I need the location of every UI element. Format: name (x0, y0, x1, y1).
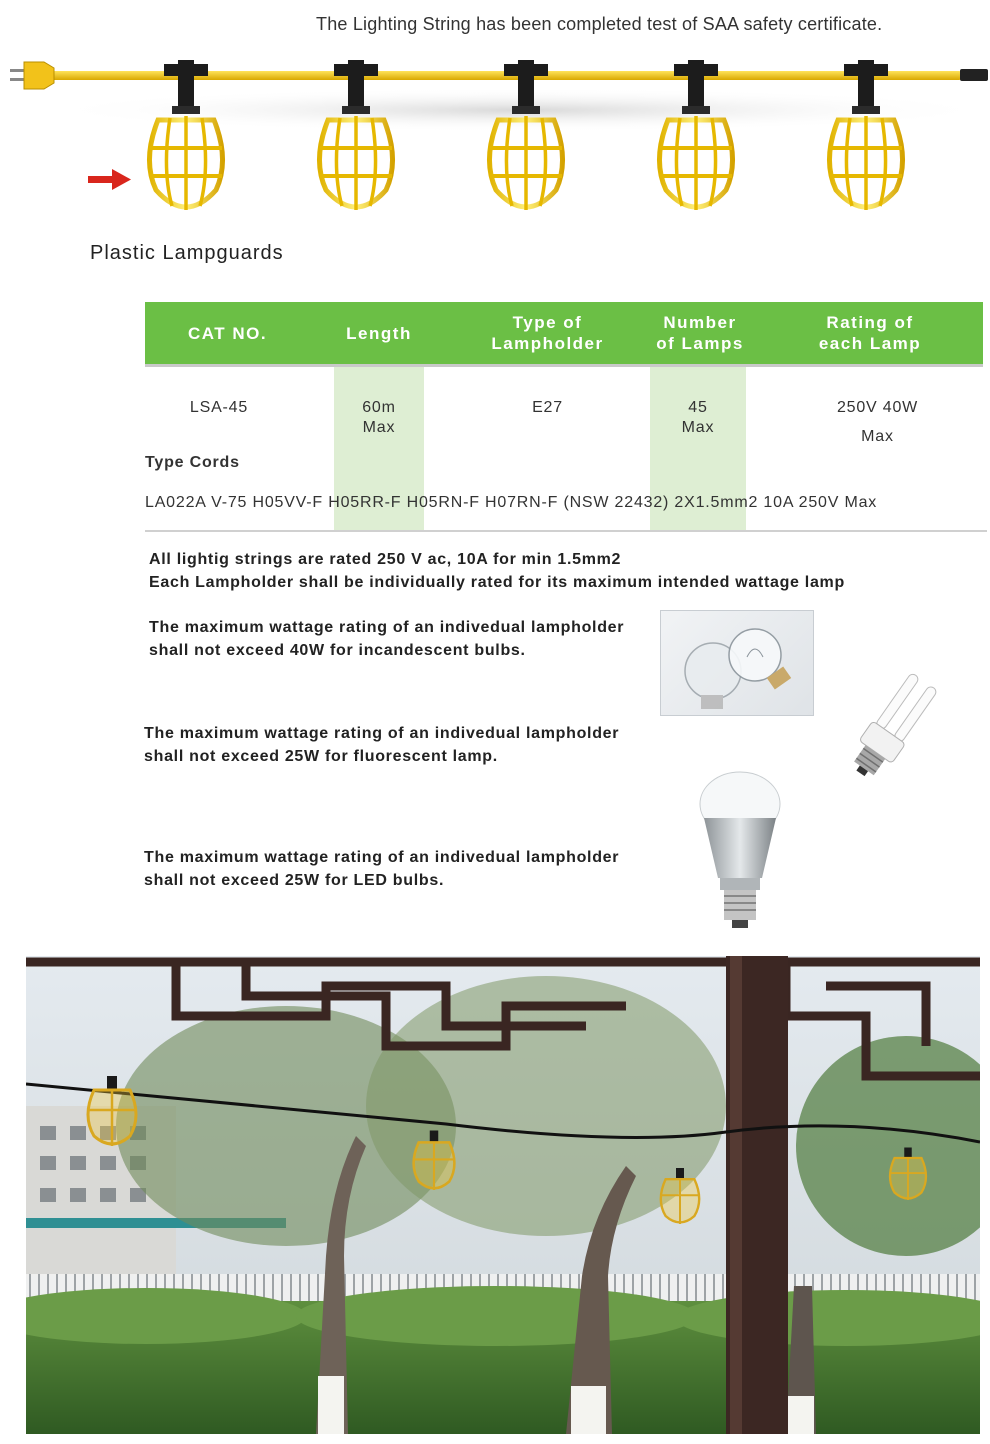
header-lampholder: Type of Lampholder (491, 313, 604, 353)
fluorescent-note-line-2: shall not exceed 25W for fluorescent lamp. (144, 748, 498, 765)
header-length: Length (346, 323, 412, 343)
cell-cat-no: LSA-45 (189, 399, 249, 416)
certificate-caption: The Lighting String has been completed test of SAA safety certificate. (316, 14, 883, 34)
plug-icon (10, 62, 54, 89)
rating-note (149, 548, 845, 594)
lampguard-icon (659, 60, 732, 210)
cell-length: 60m Max (362, 399, 396, 436)
incandescent-note-line-1: The maximum wattage rating of an indivedual lampholder (149, 619, 625, 636)
header-cat-no: CAT NO. (187, 323, 268, 343)
led-note-line-1: The maximum wattage rating of an indivedual lampholder (144, 849, 620, 866)
incandescent-note (149, 616, 624, 662)
spec-table (145, 302, 983, 532)
header-lamps: Number of Lamps (656, 313, 744, 353)
cell-rating-max: Max (861, 428, 894, 445)
incandescent-bulb-image (660, 610, 814, 716)
cell-rating: 250V 40W (836, 399, 919, 416)
lampguard-icon (319, 60, 392, 210)
table-header (145, 302, 983, 367)
lampguard-icon (489, 60, 562, 210)
table-divider (145, 530, 987, 532)
type-cords-list: LA022A V-75 H05VV-F H05RR-F H05RN-F H07RN-F (NSW 22432) 2X1.5mm2 10A 250V Max (145, 494, 878, 511)
rating-note-line-2: Each Lampholder shall be individually rated for its maximum intended wattage lamp (149, 574, 845, 591)
led-note-line-2: shall not exceed 25W for LED bulbs. (144, 872, 445, 889)
cfl-bulb-icon (828, 664, 948, 804)
led-bulb-icon (690, 770, 790, 936)
product-label: Plastic Lampguards (90, 242, 284, 264)
header-rating: Rating of each Lamp (818, 313, 922, 353)
cell-lampholder: E27 (532, 399, 563, 416)
rating-note-line-1: All lightig strings are rated 250 V ac, 10A for min 1.5mm2 (149, 551, 622, 568)
type-cords-title: Type Cords (145, 454, 240, 471)
arrow-right-icon (88, 169, 131, 190)
incandescent-bulb-icon (661, 611, 813, 715)
incandescent-note-line-2: shall not exceed 40W for incandescent bulbs. (149, 642, 526, 659)
lampguard-icon (829, 60, 902, 210)
installation-photo (26, 956, 980, 1434)
fluorescent-note (144, 722, 619, 768)
lighting-string-illustration (0, 50, 990, 230)
led-note (144, 846, 619, 892)
cell-lamps: 45 Max (681, 399, 715, 436)
lampguard-icon (149, 60, 222, 210)
fluorescent-note-line-1: The maximum wattage rating of an indivedual lampholder (144, 725, 620, 742)
